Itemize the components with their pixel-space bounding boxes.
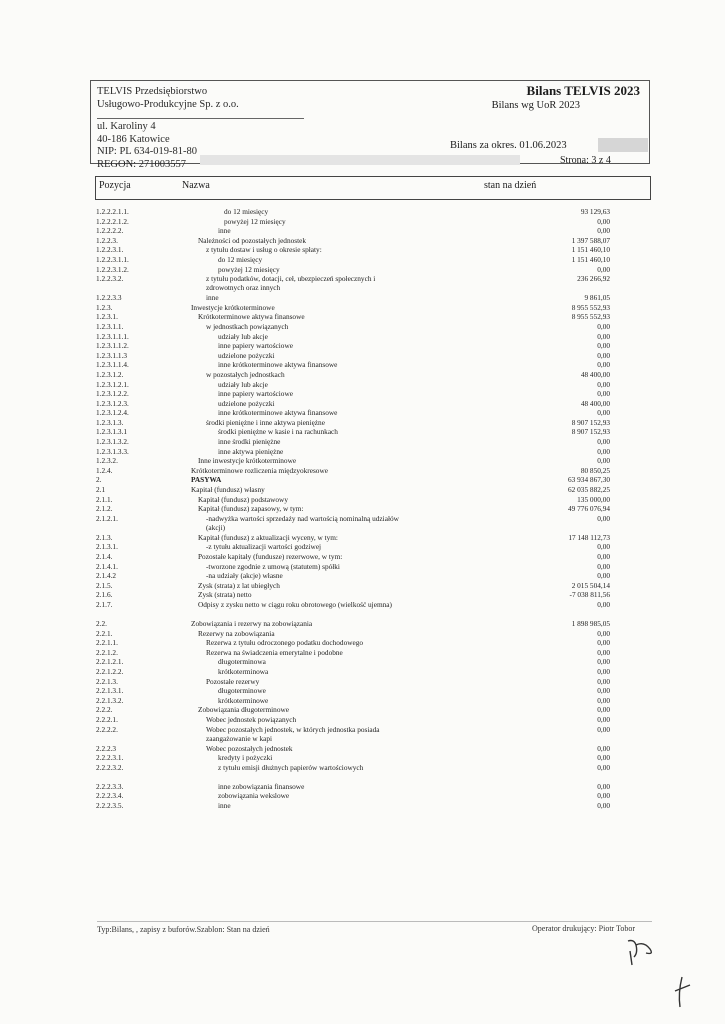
table-row	[96, 380, 656, 390]
row-code: 1.2.3.1.2.	[96, 369, 124, 379]
row-value: 8 907 152,93	[571, 427, 610, 437]
row-code: 2.1.7.	[96, 599, 113, 609]
row-name: -na udziały (akcje) własne	[206, 571, 283, 581]
row-name: inne	[218, 226, 231, 236]
row-code: 2.2.2.3	[96, 743, 117, 753]
row-value: 0,00	[597, 647, 610, 657]
row-value: 2 015 504,14	[571, 580, 610, 590]
row-name: długoterminowa	[218, 657, 266, 667]
row-name: Wobec jednostek powiązanych	[206, 714, 297, 724]
row-value: 93 129,63	[580, 207, 610, 216]
row-code: 1.2.2.3.3	[96, 293, 122, 303]
row-code: 2.1.3.1.	[96, 542, 118, 552]
row-value: 0,00	[597, 446, 610, 456]
table-row	[96, 370, 656, 380]
row-name: środki pieniężne i inne aktywa pieniężne	[206, 417, 325, 427]
row-value: 135 000,00	[577, 494, 610, 504]
row-code: 1.2.2.2.1.1.	[96, 207, 129, 216]
row-value: 0,00	[597, 350, 610, 360]
row-code: 2.2.2.3.1.	[96, 753, 124, 763]
redaction-mark	[200, 155, 520, 165]
row-value: 1 898 985,05	[571, 618, 610, 628]
row-code: 2.2.2.3.5.	[96, 800, 124, 810]
row-code: 2.1	[96, 485, 106, 495]
column-header	[95, 176, 651, 200]
row-name: do 12 miesięcy	[218, 254, 263, 264]
table-row	[96, 581, 656, 591]
row-code: 2.2.1.2.2.	[96, 666, 124, 676]
row-code: 2.1.5.	[96, 580, 113, 590]
row-code: 1.2.2.2.1.2.	[96, 216, 129, 226]
table-row	[96, 705, 656, 715]
row-code: 1.2.2.3.1.1.	[96, 254, 129, 264]
table-row	[96, 590, 656, 600]
table-row	[96, 542, 656, 552]
table-row	[96, 274, 656, 293]
table-row	[96, 217, 656, 227]
row-code: 2.1.1.	[96, 494, 113, 504]
row-code: 2.2.1.1.	[96, 638, 118, 648]
row-name: z tytułu podatków, dotacji, ceł, ubezpieczeń społecznych i zdrowotnych oraz innych	[206, 274, 376, 293]
row-name: inne środki pieniężne	[218, 437, 281, 447]
table-row	[96, 351, 656, 361]
row-code: 1.2.2.2.2.	[96, 226, 124, 236]
company-line-1: TELVIS Przedsiębiorstwo	[97, 86, 208, 97]
company-address	[97, 121, 197, 171]
row-name: Zobowiązania długoterminowe	[198, 705, 289, 715]
handwritten-signature	[620, 935, 720, 1015]
row-value: 48 400,00	[580, 369, 610, 379]
row-code: 2.2.1.3.2.	[96, 695, 124, 705]
table-row	[96, 418, 656, 428]
table-row	[96, 725, 656, 744]
row-value: 0,00	[597, 513, 610, 523]
row-value: 0,00	[597, 341, 610, 351]
table-row	[96, 619, 656, 629]
row-value: 0,00	[597, 686, 610, 696]
row-name: Rezerwy na zobowiązania	[198, 628, 275, 638]
row-name: udziały lub akcje	[218, 379, 268, 389]
row-code: 1.2.3.1.3.2.	[96, 437, 129, 447]
row-code: 2.1.3.	[96, 532, 113, 542]
row-name: z tytułu emisji dłużnych papierów wartościowych	[218, 762, 364, 772]
row-name: do 12 miesięcy	[224, 207, 269, 216]
row-name: Pozostałe rezerwy	[206, 676, 260, 686]
row-code: 1.2.3.1.1.1.	[96, 331, 129, 341]
row-name: -tworzone zgodnie z umową (statutem) spółki	[206, 561, 340, 571]
row-value: 0,00	[597, 791, 610, 801]
table-row	[96, 801, 656, 811]
row-value: 0,00	[597, 657, 610, 667]
table-row	[96, 763, 656, 782]
row-name: Rezerwa z tytułu odroczonego podatku dochodowego	[206, 638, 364, 648]
row-value: 8 955 552,93	[571, 312, 610, 322]
row-name: Zysk (strata) z lat ubiegłych	[198, 580, 280, 590]
row-name: powyżej 12 miesięcy	[224, 216, 286, 226]
row-code: 1.2.3.1.2.2.	[96, 389, 129, 399]
row-value: 0,00	[597, 561, 610, 571]
row-name: Kapitał (fundusz) własny	[191, 485, 265, 495]
row-name: w jednostkach powiązanych	[206, 321, 289, 331]
row-code: 2.2.2.3.2.	[96, 762, 124, 772]
table-row	[96, 475, 656, 485]
table-row	[96, 341, 656, 351]
table-row	[96, 389, 656, 399]
row-code: 2.1.6.	[96, 590, 113, 600]
table-row	[96, 207, 656, 217]
footer-template-info: Typ:Bilans, , zapisy z buforów.Szablon: Stan na dzień	[97, 925, 270, 934]
table-row	[96, 648, 656, 658]
table-row	[96, 600, 656, 619]
table-row	[96, 303, 656, 313]
balance-table	[96, 207, 656, 810]
row-code: 2.2.1.2.1.	[96, 657, 124, 667]
row-value: 0,00	[597, 753, 610, 763]
table-row	[96, 466, 656, 476]
row-name: inne krótkoterminowe aktywa finansowe	[218, 360, 338, 370]
row-code: 1.2.3.1.1.4.	[96, 360, 129, 370]
redaction-mark	[598, 138, 648, 152]
table-row	[96, 312, 656, 322]
row-code: 2.1.4.1.	[96, 561, 118, 571]
row-code: 2.2.1.3.1.	[96, 686, 124, 696]
table-row	[96, 293, 656, 303]
table-row	[96, 332, 656, 342]
row-code: 2.2.1.3.	[96, 676, 118, 686]
row-code: 2.1.2.	[96, 504, 113, 514]
row-name: Kapitał (fundusz) podstawowy	[198, 494, 288, 504]
row-code: 2.2.2.1.	[96, 714, 118, 724]
row-name: kredyty i pożyczki	[218, 753, 273, 763]
row-value: 80 850,25	[580, 465, 610, 475]
row-name: inne aktywa pieniężne	[218, 446, 284, 456]
row-value: 0,00	[597, 695, 610, 705]
company-line-2: Usługowo-Produkcyjne Sp. z o.o.	[97, 99, 239, 110]
row-value: 0,00	[597, 437, 610, 447]
row-name: inne zobowiązania finansowe	[218, 781, 305, 791]
row-name: Inne inwestycje krótkoterminowe	[198, 456, 297, 466]
row-code: 1.2.3.2.	[96, 456, 118, 466]
row-value: 236 266,92	[577, 274, 610, 284]
row-value: 1 151 460,10	[571, 254, 610, 264]
col-nazwa: Nazwa	[182, 180, 210, 191]
row-code: 2.2.1.	[96, 628, 113, 638]
table-row	[96, 255, 656, 265]
table-row	[96, 360, 656, 370]
row-value: 0,00	[597, 360, 610, 370]
row-value: 9 861,05	[584, 293, 610, 303]
nip-number: NIP: PL 634-019-81-80	[97, 146, 197, 157]
row-value: 8 955 552,93	[571, 302, 610, 312]
table-row	[96, 744, 656, 754]
row-value: 1 151 460,10	[571, 245, 610, 255]
row-name: krótkoterminowa	[218, 666, 269, 676]
company-name	[97, 85, 239, 111]
table-row	[96, 427, 656, 437]
row-value: 63 934 867,30	[568, 475, 610, 485]
row-name: krótkoterminowe	[218, 695, 269, 705]
col-pozycja: Pozycja	[99, 180, 131, 191]
row-value: 0,00	[597, 638, 610, 648]
row-value: 0,00	[597, 599, 610, 609]
table-row	[96, 571, 656, 581]
row-code: 1.2.3.1.1.3	[96, 350, 128, 360]
table-row	[96, 753, 656, 763]
row-name: inne krótkoterminowe aktywa finansowe	[218, 408, 338, 418]
row-name: udziały lub akcje	[218, 331, 268, 341]
row-code: 1.2.2.3.1.2.	[96, 264, 129, 274]
table-row	[96, 552, 656, 562]
row-code: 1.2.3.1.2.3.	[96, 398, 129, 408]
table-row	[96, 715, 656, 725]
address-city: 40-186 Katowice	[97, 133, 170, 145]
row-code: 1.2.3.1.3.3.	[96, 446, 129, 456]
row-code: 2.2.	[96, 618, 107, 628]
table-row	[96, 236, 656, 246]
table-row	[96, 667, 656, 677]
row-value: 0,00	[597, 676, 610, 686]
row-name: długoterminowe	[218, 686, 266, 696]
table-row	[96, 638, 656, 648]
row-value: 0,00	[597, 800, 610, 810]
row-value: 0,00	[597, 331, 610, 341]
table-row	[96, 408, 656, 418]
row-name: Rezerwa na świadczenia emerytalne i podobne	[206, 647, 343, 657]
table-row	[96, 447, 656, 457]
row-code: 2.	[96, 475, 102, 485]
table-row	[96, 265, 656, 275]
table-row	[96, 399, 656, 409]
table-row	[96, 437, 656, 447]
table-row	[96, 562, 656, 572]
table-row	[96, 504, 656, 514]
table-row	[96, 686, 656, 696]
table-row	[96, 782, 656, 792]
document-title: Bilans TELVIS 2023	[526, 83, 640, 98]
row-code: 2.2.2.	[96, 705, 113, 715]
document-subtitle: Bilans wg UoR 2023	[491, 100, 580, 111]
row-value: 0,00	[597, 628, 610, 638]
address-separator	[97, 118, 304, 119]
row-value: 0,00	[597, 552, 610, 561]
row-name: Należności od pozostałych jednostek	[198, 235, 307, 245]
row-code: 2.2.2.3.3.	[96, 781, 124, 791]
row-name: inne	[206, 293, 219, 303]
row-value: 0,00	[597, 724, 610, 734]
row-value: 0,00	[597, 264, 610, 274]
row-name: Pozostałe kapitały (fundusze) rezerwowe, w tym:	[198, 552, 343, 561]
row-name: Krótkoterminowe rozliczenia międzyokresowe	[191, 465, 328, 475]
row-code: 1.2.3.1.1.	[96, 321, 124, 331]
row-name: zobowiązania wekslowe	[218, 791, 290, 801]
row-value: 0,00	[597, 762, 610, 772]
row-code: 2.1.4.	[96, 552, 113, 561]
row-value: 0,00	[597, 714, 610, 724]
row-code: 1.2.3.1.3.	[96, 417, 124, 427]
footer-operator: Operator drukujący: Piotr Tobor	[532, 924, 636, 933]
row-code: 2.1.2.1.	[96, 513, 118, 523]
row-name: Zysk (strata) netto	[198, 590, 252, 600]
row-value: 1 397 588,07	[571, 235, 610, 245]
row-value: 0,00	[597, 666, 610, 676]
row-value: 0,00	[597, 226, 610, 236]
row-value: 17 148 112,73	[568, 532, 610, 542]
row-name: -nadwyżka wartości sprzedaży nad wartością nominalną udziałów (akcji)	[206, 513, 399, 532]
row-code: 1.2.3.1.	[96, 312, 118, 322]
row-code: 2.2.2.3.4.	[96, 791, 124, 801]
row-name: Krótkoterminowe aktywa finansowe	[198, 312, 305, 322]
row-name: Kapitał (fundusz) zapasowy, w tym:	[198, 504, 304, 514]
row-code: 1.2.2.3.	[96, 235, 118, 245]
row-value: 49 776 076,94	[568, 504, 610, 514]
row-name: Wobec pozostałych jednostek	[206, 743, 293, 753]
table-row	[96, 495, 656, 505]
row-name: Inwestycje krótkoterminowe	[191, 302, 275, 312]
row-code: 2.1.4.2	[96, 571, 117, 581]
row-name: -z tytułu aktualizacji wartości godziwej	[206, 542, 322, 552]
row-name: środki pieniężne w kasie i na rachunkach	[218, 427, 338, 437]
row-code: 2.2.2.2.	[96, 724, 118, 734]
table-row	[96, 677, 656, 687]
table-row	[96, 456, 656, 466]
row-code: 1.2.2.3.2.	[96, 274, 124, 284]
address-street: ul. Karoliny 4	[97, 121, 156, 132]
row-code: 1.2.3.1.2.4.	[96, 408, 129, 418]
table-row	[96, 629, 656, 639]
row-code: 1.2.3.	[96, 302, 113, 312]
row-value: -7 038 811,56	[569, 590, 610, 600]
row-value: 0,00	[597, 542, 610, 552]
row-code: 2.2.1.2.	[96, 647, 118, 657]
row-value: 0,00	[597, 216, 610, 226]
row-value: 0,00	[597, 389, 610, 399]
row-name: Odpisy z zysku netto w ciągu roku obrotowego (wielkość ujemna)	[198, 599, 392, 609]
row-name: udzielone pożyczki	[218, 350, 275, 360]
col-stan: stan na dzień	[484, 180, 537, 191]
row-name: inne	[218, 800, 231, 810]
row-name: z tytułu dostaw i usług o okresie spłaty:	[206, 245, 322, 255]
table-row	[96, 485, 656, 495]
table-row	[96, 322, 656, 332]
row-value: 0,00	[597, 321, 610, 331]
row-code: 1.2.2.3.1.	[96, 245, 124, 255]
row-value: 8 907 152,93	[571, 417, 610, 427]
row-name: inne papiery wartościowe	[218, 389, 293, 399]
page-number: Strona: 3 z 4	[560, 155, 611, 166]
row-code: 1.2.3.1.1.2.	[96, 341, 129, 351]
row-name: inne papiery wartościowe	[218, 341, 293, 351]
report-period: Bilans za okres. 01.06.2023	[450, 140, 567, 151]
row-value: 62 035 882,25	[568, 485, 610, 495]
row-value: 0,00	[597, 456, 610, 466]
row-name: PASYWA	[191, 475, 222, 485]
row-value: 48 400,00	[580, 398, 610, 408]
row-code: 1.2.3.1.2.1.	[96, 379, 129, 389]
row-name: powyżej 12 miesięcy	[218, 264, 280, 274]
row-name: Zobowiązania i rezerwy na zobowiązania	[191, 618, 313, 628]
row-value: 0,00	[597, 705, 610, 715]
row-value: 0,00	[597, 781, 610, 791]
table-row	[96, 226, 656, 236]
row-name: Wobec pozostałych jednostek, w których jednostka posiada zaangażowanie w kapi	[206, 724, 380, 743]
table-row	[96, 514, 656, 533]
row-code: 1.2.4.	[96, 465, 113, 475]
table-row	[96, 533, 656, 543]
table-row	[96, 696, 656, 706]
table-row	[96, 791, 656, 801]
row-name: w pozostałych jednostkach	[206, 369, 285, 379]
row-name: udzielone pożyczki	[218, 398, 275, 408]
row-name: Kapitał (fundusz) z aktualizacji wyceny, w tym:	[198, 532, 338, 542]
table-row	[96, 657, 656, 667]
row-value: 0,00	[597, 743, 610, 753]
table-row	[96, 245, 656, 255]
row-value: 0,00	[597, 571, 610, 581]
regon-number: REGON: 271003557	[97, 158, 186, 170]
footer-divider	[97, 921, 652, 922]
row-value: 0,00	[597, 379, 610, 389]
row-value: 0,00	[597, 408, 610, 418]
row-code: 1.2.3.1.3.1	[96, 427, 128, 437]
